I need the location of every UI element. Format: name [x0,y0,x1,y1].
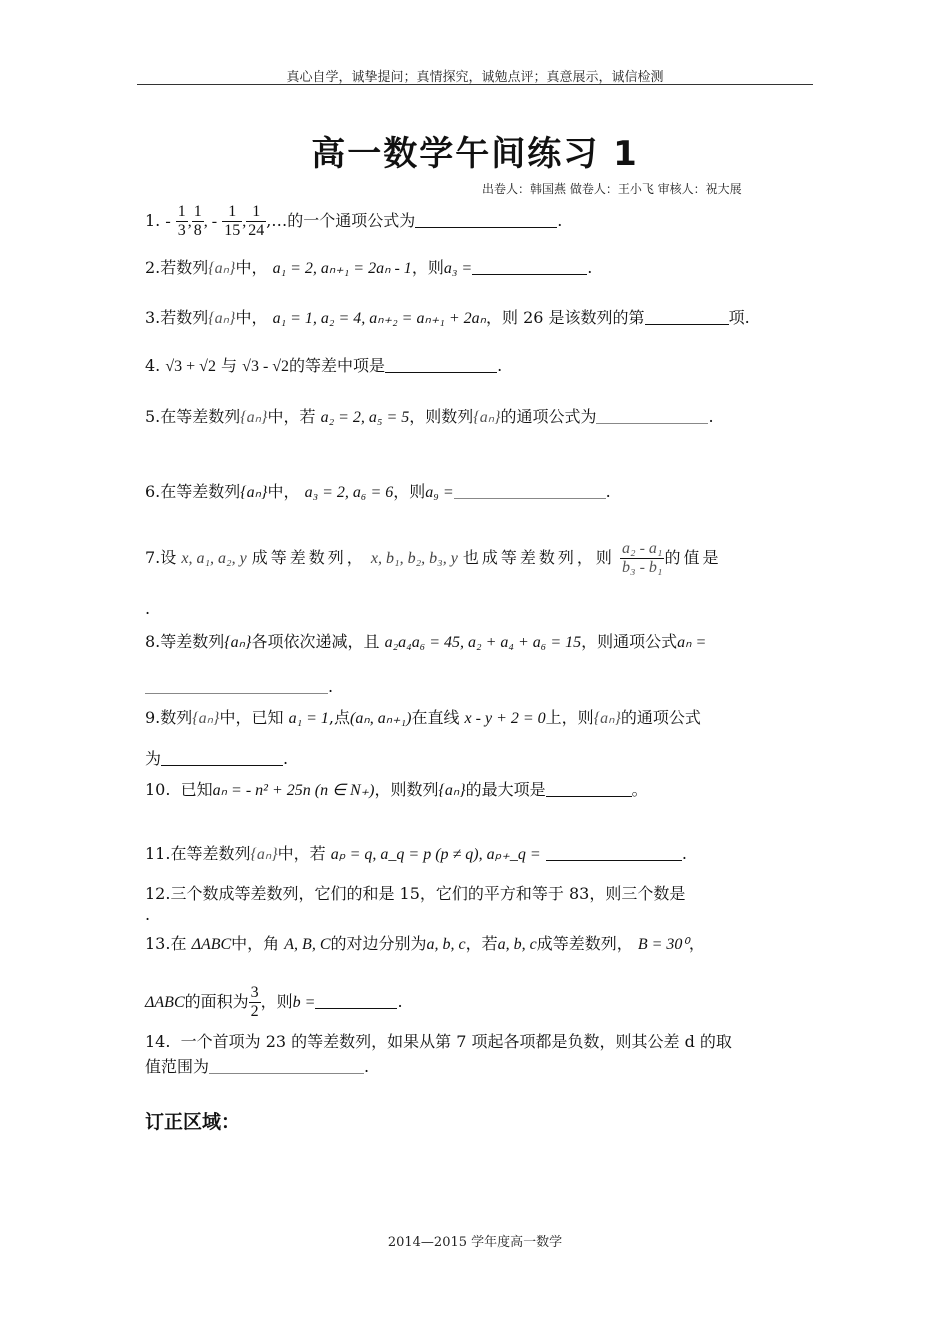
question-4: 4. √3 + √2 与 √3 - √2的等差中项是 . [145,356,503,375]
correction-area-title: 订正区域： [145,1111,241,1133]
question-9: 9.数列{aₙ}中，已知 a₁ = 1,点(aₙ, aₙ₊₁)在直线 x - y + 2 = 0上，则{aₙ}的通项公式 [145,708,701,727]
question-8: 8.等差数列{aₙ}各项依次递减，且 a₂a₄a₆ = 45, a₂ + a₄ + a₆ = 15，则通项公式aₙ = [145,632,707,651]
fraction-term: $\frac{1}{15}$ [224,203,241,239]
question-7: 7.设 x, a₁, a₂, y 成等差数列， x, b₁, b₂, b₃, y 也成等差数列，则 $\frac{\text{a₂ - a₁}}{\text{b₃ - b₁}}$ 的值是 [145,540,722,576]
question-13-line2: ΔABC的面积为 $\frac{3}{2}$ ，则b = . [145,984,403,1020]
question-7-dot: . [145,599,151,618]
question-14: 14. 一个首项为 23 的等差数列，如果从第 7 项起各项都是负数，则其公差 d 的取 [145,1032,732,1051]
fraction-term: $\frac{1}{24}$ [248,203,265,239]
question-12: 12.三个数成等差数列，它们的和是 15，它们的平方和等于 83，则三个数是 [145,884,686,903]
fraction-area: $\frac{3}{2}$ [250,984,259,1020]
question-2: 2.若数列{aₙ}中， a₁ = 2, aₙ₊₁ = 2aₙ - 1，则a₃ = . [145,258,593,277]
question-11: 11.在等差数列{aₙ}中，若 aₚ = q, a_q = p (p ≠ q), aₚ₊_q = . [145,844,687,863]
answer-blank [145,692,328,694]
question-14-line2: 值范围为 . [145,1057,370,1076]
answer-blank [645,323,729,325]
sequence-symbol: {aₙ} [208,260,236,277]
question-number: 1. [145,211,161,230]
question-10: 10. 已知aₙ = - n² + 25n (n ∈ N₊)，则数列{aₙ}的最大项是 。 [145,780,648,799]
answer-blank [454,497,606,499]
question-9-line2: 为 . [145,749,289,768]
answer-blank [315,1007,397,1009]
answer-blank [415,226,557,228]
answer-blank [596,422,708,424]
question-6: 6.在等差数列{aₙ}中， a₃ = 2, a₆ = 6，则a₉ = . [145,482,611,501]
answer-blank [161,764,283,766]
fraction-expression: $\frac{\text{a₂ - a₁}}{\text{b₃ - b₁}}$ [622,540,663,576]
header-motto: 真心自学，诚挚提问；真情探究，诚勉点评；真意展示，诚信检测 [286,70,664,85]
fraction-term: $\frac{1}{8}$ [193,203,202,239]
question-3: 3.若数列{aₙ}中， a₁ = 1, a₂ = 4, aₙ₊₂ = aₙ₊₁ + 2aₙ，则 26 是该数列的第 项. [145,308,750,327]
question-8-line2: . [145,676,333,698]
answer-blank [546,859,682,861]
byline: 出卷人：韩国燕 做卷人：王小飞 审核人：祝大展 [482,182,742,196]
question-12-dot: . [145,905,151,924]
question-5: 5.在等差数列{aₙ}中，若 a₂ = 2, a₅ = 5，则数列{aₙ}的通项公式为 . [145,407,714,426]
fraction-term: $\frac{1}{3}$ [177,203,186,239]
question-13: 13.在 ΔABC中，角 A, B, C的对边分别为a, b, c，若a, b, c成等差数列， B = 30⁰， [145,934,705,953]
answer-blank [472,273,587,275]
answer-blank [209,1072,364,1074]
answer-blank [385,371,497,373]
header-rule [137,84,813,85]
page-title: 高一数学午间练习 1 [311,134,639,174]
footer: 2014—2015 学年度高一数学 [387,1235,563,1250]
answer-blank [546,795,632,797]
question-1: 1. - $\frac{1}{3}$ , $\frac{1}{8}$ , - $\frac{1}{15}$ , $\frac{1}{24}$ ,…的一个通项公式为 . [145,203,563,239]
